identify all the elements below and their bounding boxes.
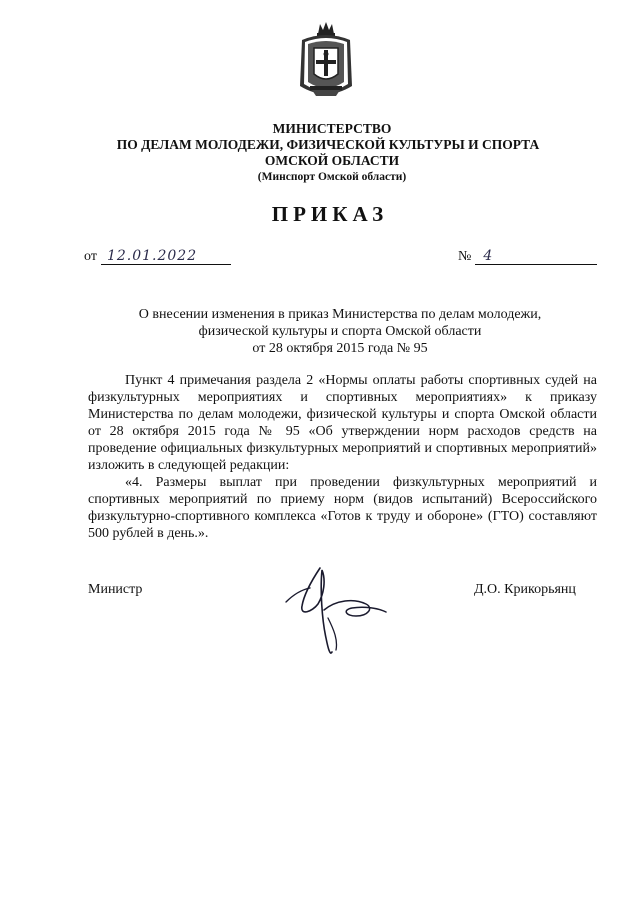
document-subject [60,306,620,357]
org-name-line-2: ПО ДЕЛАМ МОЛОДЕЖИ, ФИЗИЧЕСКОЙ КУЛЬТУРЫ И СПОРТА [116,137,540,152]
subject-line-1: О внесении изменения в приказ Министерства по делам молодежи, [138,307,542,322]
date-underline [101,248,231,265]
org-short-name: (Минспорт Омской области) [257,171,407,183]
handwritten-signature-icon [282,560,392,660]
signatory-name: Д.О. Крикорьянц [474,582,576,597]
document-type-title: ПРИКАЗ [271,202,389,226]
subject-line-3: от 28 октября 2015 года № 95 [252,341,428,356]
org-name-line-3: ОМСКОЙ ОБЛАСТИ [264,153,400,168]
body-paragraph-1: Пункт 4 примечания раздела 2 «Нормы оплаты работы спортивных судей на физкультурных мероприятиях и спортивных мероприятиях» к приказу Министерства по делам молодежи, физической культуры и спорта Омской области от 28 октября 2015 года № 95 «Об утверждении норм расходов средств на проведение официальных физкультурных мероприятий и спортивных мероприятий» изложить в следующей редакции: [88,373,597,473]
body-paragraph-2: «4. Размеры выплат при проведении физкультурных мероприятий и спортивных мероприятий по приему норм (видов испытаний) Всероссийского физкультурно-спортивного комплекса «Готов к труду и обороне» (ГТО) составляют 500 рублей в день.». [88,475,597,541]
number-value: 4 [483,248,493,264]
date-value: 12.01.2022 [106,248,198,264]
org-name-line-1: МИНИСТЕРСТВО [272,121,392,136]
number-underline [475,248,597,265]
organization-header [0,121,640,185]
date-prefix: от [84,249,97,264]
coat-of-arms-icon [296,20,356,102]
date-field [84,248,231,265]
document-body [88,372,597,542]
subject-line-2: физической культуры и спорта Омской области [198,324,482,339]
signatory-position: Министр [88,582,143,597]
number-prefix: № [458,249,472,264]
number-field [458,248,597,265]
